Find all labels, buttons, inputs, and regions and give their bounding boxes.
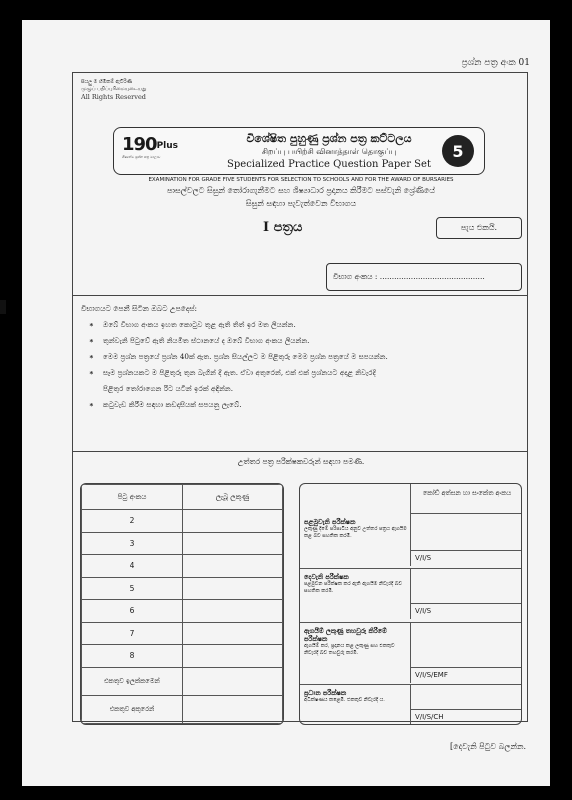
- duration-box: පැය එකයි.: [436, 217, 522, 239]
- instruction-item: ∗ කටුවැඩ කිරීම සඳහා කඩදාසියක් සපයනු ලැබේ.: [81, 397, 521, 413]
- divider: [73, 451, 527, 452]
- title-tamil: சிறப்பு பயிற்சி வினாத்தாள் தொகுப்பு: [261, 147, 397, 156]
- total-words-label: එකතුව අකුරෙන්: [82, 695, 183, 723]
- table-row: 5: [82, 577, 283, 600]
- table-row: 2: [82, 510, 283, 533]
- instruction-item: ∗ මෙම ප්‍රශ්න පත්‍රයේ ප්‍රශ්න 40ක් ඇත. ප්‍රශ්න සියල්ලට ම පිළිතුරු මෙම ප්‍රශ්න පත්‍රයේ ම සපයන්න.: [81, 349, 521, 365]
- table-row: 6: [82, 600, 283, 623]
- instructions-title: විභාගයට පෙනී සිටින ඔබට උපදෙස්:: [81, 304, 198, 313]
- set-number-badge: 5: [442, 135, 474, 167]
- exam-title-english: EXAMINATION FOR GRADE FIVE STUDENTS FOR SELECTION TO SCHOOLS AND FOR THE AWARD OF BURSARIES: [148, 177, 454, 183]
- instruction-item: ∗ ඔබේ විභාග අංකය ඉහත කොටුව තුළ ඇති තිත් ඉර මත ලියන්න.: [81, 317, 521, 333]
- title-english: Specialized Practice Question Paper Set: [227, 159, 431, 170]
- copyright-notice: [81, 79, 146, 101]
- index-number-box[interactable]: [326, 263, 522, 291]
- page-number: ප්‍රශ්න පත්‍ර අංක 01: [461, 58, 530, 68]
- divider: [73, 295, 527, 296]
- paper-title: I පත්‍රය: [263, 220, 303, 235]
- exam-title-sinhala-1: පාසල්වලට සිසුන් තෝරාගැනීමට සහ ශිෂ්‍යාධාර ප්‍රදානය කිරීමට පස්වැනි ශ්‍රේණියේ: [166, 186, 436, 195]
- exam-title-sinhala-2: සිසුන් සඳහා පැවැත්වෙන විභාගය: [245, 199, 357, 208]
- marks-table: [80, 483, 284, 725]
- header-box: [113, 127, 485, 175]
- table-row: 4: [82, 555, 283, 578]
- examiner-title: දෙවැනි පරීක්ෂක: [304, 573, 349, 581]
- examiner-desc: ලකුණු දීමේ පරිපාටිය අනුව උත්තර පත්‍රය ඇගයීම කළ බව සහතික කරමි.: [304, 526, 407, 539]
- examiner-row: [300, 568, 522, 615]
- copyright-ta: முழுப் பதிப்புரிமையுடையது: [81, 86, 147, 92]
- margin-mark: [0, 300, 6, 314]
- instruction-item: ∗ සෑම ප්‍රශ්නයකට ම පිළිතුරු තුන බැගින් දී ඇත. ඒවා අතුරෙන්, එක් එක් ප්‍රශ්නයට අදාළ නිවැරදි: [81, 365, 521, 381]
- copyright-en: All Rights Reserved: [81, 93, 146, 101]
- marks-header-marks: ලැබූ ලකුණු: [183, 485, 283, 510]
- title-sinhala: විශේෂිත පුහුණු ප්‍රශ්න පත්‍ර කට්ටලය: [246, 132, 412, 145]
- examiner-desc: අධීක්ෂණය කළෙමි. එකතුව නිවැරදි ය.: [304, 697, 385, 703]
- total-digits-cell[interactable]: [183, 667, 283, 695]
- examiner-desc: පළමුවන පරීක්ෂක කර ඇති ඇගයීම නිවැරදි බව සහතික කරමි.: [304, 581, 402, 594]
- marks-cell[interactable]: [183, 622, 283, 645]
- marks-cell[interactable]: [183, 532, 283, 555]
- examiners-heading: උත්තර පත්‍ර පරීක්ෂකවරුන් සඳහා පමණි.: [237, 457, 365, 466]
- examiner-code-table: [299, 483, 522, 725]
- index-number-label: විභාග අංකය : ............................................: [333, 272, 485, 281]
- instruction-item-continued: පිළිතුර තෝරාගෙන රිට යටින් ඉරක් අඳින්න.: [103, 384, 234, 393]
- total-words-cell[interactable]: [183, 695, 283, 723]
- marks-cell[interactable]: [183, 577, 283, 600]
- logo: [122, 134, 194, 170]
- logo-number: 190: [122, 134, 157, 155]
- marks-cell[interactable]: [183, 600, 283, 623]
- examiner-title: ඇගයීම් ලකුණු තහවුරු කිරීමේ පරීක්ෂක: [304, 627, 387, 643]
- examiner-title: ප්‍රධාන පරීක්ෂක: [304, 689, 347, 697]
- examiner-code[interactable]: V/I/S: [410, 550, 522, 566]
- logo-plus: Plus: [156, 141, 179, 151]
- marks-header-page: පිටු අංකය: [82, 485, 183, 510]
- exam-paper: [22, 20, 550, 786]
- examiner-title: පළමුවැනි පරීක්ෂක: [304, 518, 356, 526]
- total-digits-label: එකතුව ඉලක්කමෙන්: [82, 667, 183, 695]
- table-row: [82, 695, 283, 723]
- logo-tagline: ශිෂ්‍යත්ව ප්‍රශ්න පත්‍ර මාලාව: [122, 155, 161, 159]
- table-row: 8: [82, 645, 283, 668]
- cover-frame: [72, 72, 528, 722]
- examiner-code[interactable]: V/I/S/EMF: [410, 667, 522, 683]
- table-row: 7: [82, 622, 283, 645]
- examiner-code[interactable]: V/I/S: [410, 603, 522, 619]
- marks-cell[interactable]: [183, 555, 283, 578]
- code-table-header: කෝඩ් අත්සන හා සංකේත අංකය: [410, 484, 522, 514]
- next-page-note: [දෙවැනි පිටුව බලන්න.: [450, 742, 526, 751]
- examiner-desc: ඇගයීම් කර, ප්‍රදානය කළ ලකුණු සහ එකතුව නිවැරදි බව තහවුරු කරමි.: [304, 643, 395, 656]
- examiner-code[interactable]: V/I/S/CH: [410, 709, 522, 725]
- instruction-item: ∗ තුන්වැනි පිටුවේ ඇති නියමිත ස්ථානයේ ද ඔබේ විභාග අංකය ලියන්න.: [81, 333, 521, 349]
- marks-cell[interactable]: [183, 645, 283, 668]
- marks-cell[interactable]: [183, 510, 283, 533]
- copyright-si: සියලු ම හිමිකම් ඇවිරිණි: [81, 79, 133, 85]
- table-row: [82, 667, 283, 695]
- instructions: [81, 301, 521, 413]
- table-row: 3: [82, 532, 283, 555]
- examiner-row: [300, 684, 522, 721]
- examiner-row: [300, 622, 522, 679]
